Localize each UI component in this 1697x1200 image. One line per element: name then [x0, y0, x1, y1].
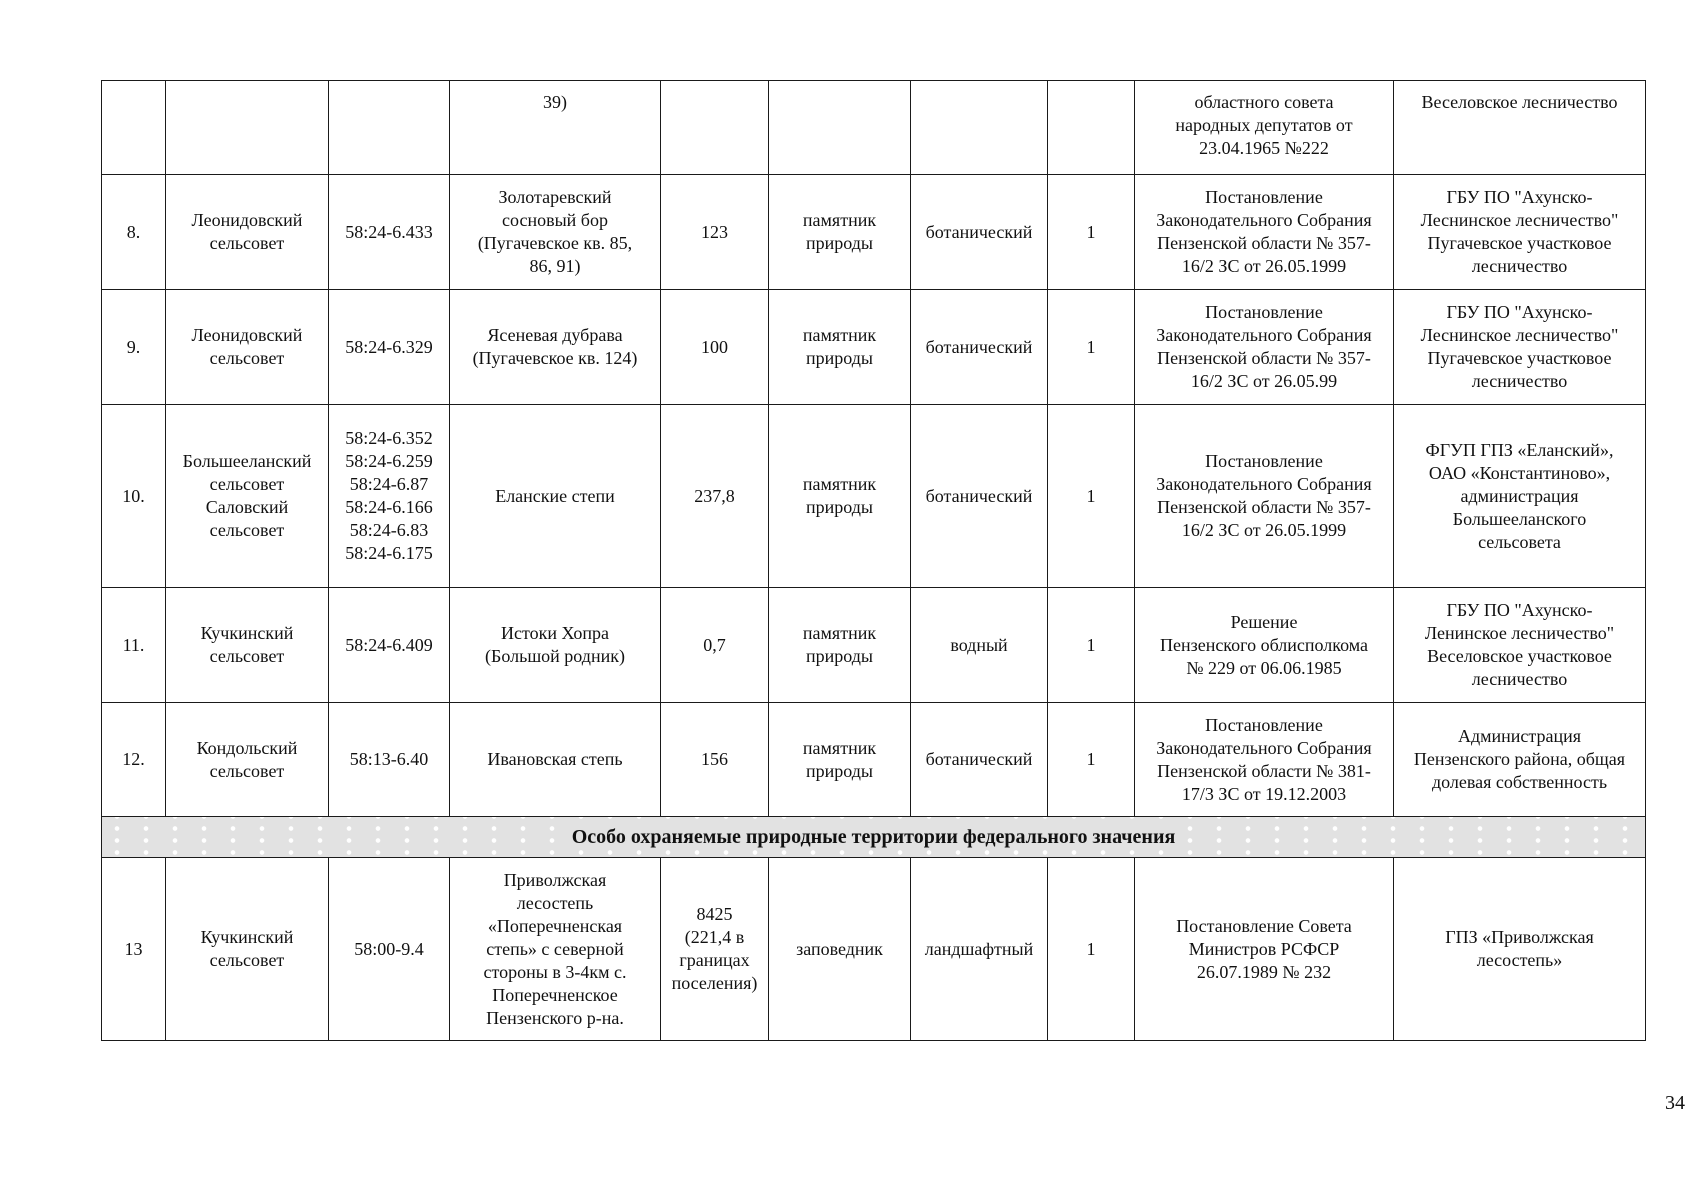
significance-cell: 1	[1048, 588, 1135, 703]
name-cell: Приволжская лесостепь «Поперечненская степь» с северной стороны в 3-4км с. Поперечненское Пензенского р-на.	[450, 858, 661, 1041]
table-row	[102, 588, 1646, 703]
profile-cell	[911, 81, 1048, 175]
profile-cell: ботанический	[911, 405, 1048, 588]
table-row	[102, 858, 1646, 1041]
significance-cell: 1	[1048, 858, 1135, 1041]
document-cell: Решение Пензенского облисполкома № 229 от 06.06.1985	[1135, 588, 1394, 703]
area-cell: 100	[661, 290, 769, 405]
settlement-cell: Кондольский сельсовет	[166, 703, 329, 817]
category-cell: памятник природы	[769, 290, 911, 405]
document-cell: Постановление Законодательного Собрания Пензенской области № 381- 17/3 ЗС от 19.12.2003	[1135, 703, 1394, 817]
settlement-cell: Большееланский сельсовет Саловский сельсовет	[166, 405, 329, 588]
name-cell: Ясеневая дубрава (Пугачевское кв. 124)	[450, 290, 661, 405]
document-cell: областного совета народных депутатов от 23.04.1965 №222	[1135, 81, 1394, 175]
section-header-row	[102, 817, 1646, 858]
significance-cell: 1	[1048, 703, 1135, 817]
row-number-cell: 12.	[102, 703, 166, 817]
significance-cell: 1	[1048, 405, 1135, 588]
table-row	[102, 81, 1646, 175]
cadastral-cell	[329, 81, 450, 175]
category-cell	[769, 81, 911, 175]
area-cell: 123	[661, 175, 769, 290]
area-cell: 8425 (221,4 в границах поселения)	[661, 858, 769, 1041]
table-row	[102, 405, 1646, 588]
area-cell: 237,8	[661, 405, 769, 588]
name-cell: Золотаревский сосновый бор (Пугачевское кв. 85, 86, 91)	[450, 175, 661, 290]
category-cell: памятник природы	[769, 175, 911, 290]
row-number-cell: 13	[102, 858, 166, 1041]
profile-cell: ландшафтный	[911, 858, 1048, 1041]
settlement-cell	[166, 81, 329, 175]
settlement-cell: Кучкинский сельсовет	[166, 588, 329, 703]
settlement-cell: Кучкинский сельсовет	[166, 858, 329, 1041]
profile-cell: ботанический	[911, 175, 1048, 290]
row-number-cell: 11.	[102, 588, 166, 703]
document-cell: Постановление Совета Министров РСФСР 26.07.1989 № 232	[1135, 858, 1394, 1041]
owner-cell: ГБУ ПО "Ахунско- Леснинское лесничество" Пугачевское участковое лесничество	[1394, 175, 1646, 290]
row-number-cell: 10.	[102, 405, 166, 588]
category-cell: памятник природы	[769, 588, 911, 703]
cadastral-cell: 58:24-6.433	[329, 175, 450, 290]
owner-cell: Веселовское лесничество	[1394, 81, 1646, 175]
owner-cell: ГБУ ПО "Ахунско- Ленинское лесничество" Веселовское участковое лесничество	[1394, 588, 1646, 703]
category-cell: заповедник	[769, 858, 911, 1041]
cadastral-cell: 58:24-6.329	[329, 290, 450, 405]
name-cell: Ивановская степь	[450, 703, 661, 817]
row-number-cell: 8.	[102, 175, 166, 290]
settlement-cell: Леонидовский сельсовет	[166, 175, 329, 290]
table-row	[102, 703, 1646, 817]
row-number-cell: 9.	[102, 290, 166, 405]
table-row	[102, 175, 1646, 290]
category-cell: памятник природы	[769, 703, 911, 817]
row-number-cell	[102, 81, 166, 175]
area-cell	[661, 81, 769, 175]
significance-cell: 1	[1048, 290, 1135, 405]
section-header-cell	[102, 817, 1646, 858]
area-cell: 156	[661, 703, 769, 817]
cadastral-cell: 58:24-6.352 58:24-6.259 58:24-6.87 58:24-6.166 58:24-6.83 58:24-6.175	[329, 405, 450, 588]
protected-areas-table	[101, 80, 1646, 1041]
document-cell: Постановление Законодательного Собрания Пензенской области № 357- 16/2 ЗС от 26.05.1999	[1135, 405, 1394, 588]
cadastral-cell: 58:13-6.40	[329, 703, 450, 817]
page-number: 34	[1665, 1092, 1685, 1114]
significance-cell	[1048, 81, 1135, 175]
profile-cell: водный	[911, 588, 1048, 703]
owner-cell: ГБУ ПО "Ахунско- Леснинское лесничество" Пугачевское участковое лесничество	[1394, 290, 1646, 405]
owner-cell: ФГУП ГПЗ «Еланский», ОАО «Константиново», администрация Большееланского сельсовета	[1394, 405, 1646, 588]
document-cell: Постановление Законодательного Собрания Пензенской области № 357- 16/2 ЗС от 26.05.1999	[1135, 175, 1394, 290]
owner-cell: Администрация Пензенского района, общая долевая собственность	[1394, 703, 1646, 817]
document-cell: Постановление Законодательного Собрания Пензенской области № 357- 16/2 ЗС от 26.05.99	[1135, 290, 1394, 405]
name-cell: Истоки Хопра (Большой родник)	[450, 588, 661, 703]
cadastral-cell: 58:24-6.409	[329, 588, 450, 703]
owner-cell: ГПЗ «Приволжская лесостепь»	[1394, 858, 1646, 1041]
table-row	[102, 290, 1646, 405]
profile-cell: ботанический	[911, 703, 1048, 817]
significance-cell: 1	[1048, 175, 1135, 290]
cadastral-cell: 58:00-9.4	[329, 858, 450, 1041]
profile-cell: ботанический	[911, 290, 1048, 405]
area-cell: 0,7	[661, 588, 769, 703]
settlement-cell: Леонидовский сельсовет	[166, 290, 329, 405]
section-title: Особо охраняемые природные территории федерального значения	[566, 826, 1182, 848]
name-cell: Еланские степи	[450, 405, 661, 588]
name-cell: 39)	[450, 81, 661, 175]
category-cell: памятник природы	[769, 405, 911, 588]
